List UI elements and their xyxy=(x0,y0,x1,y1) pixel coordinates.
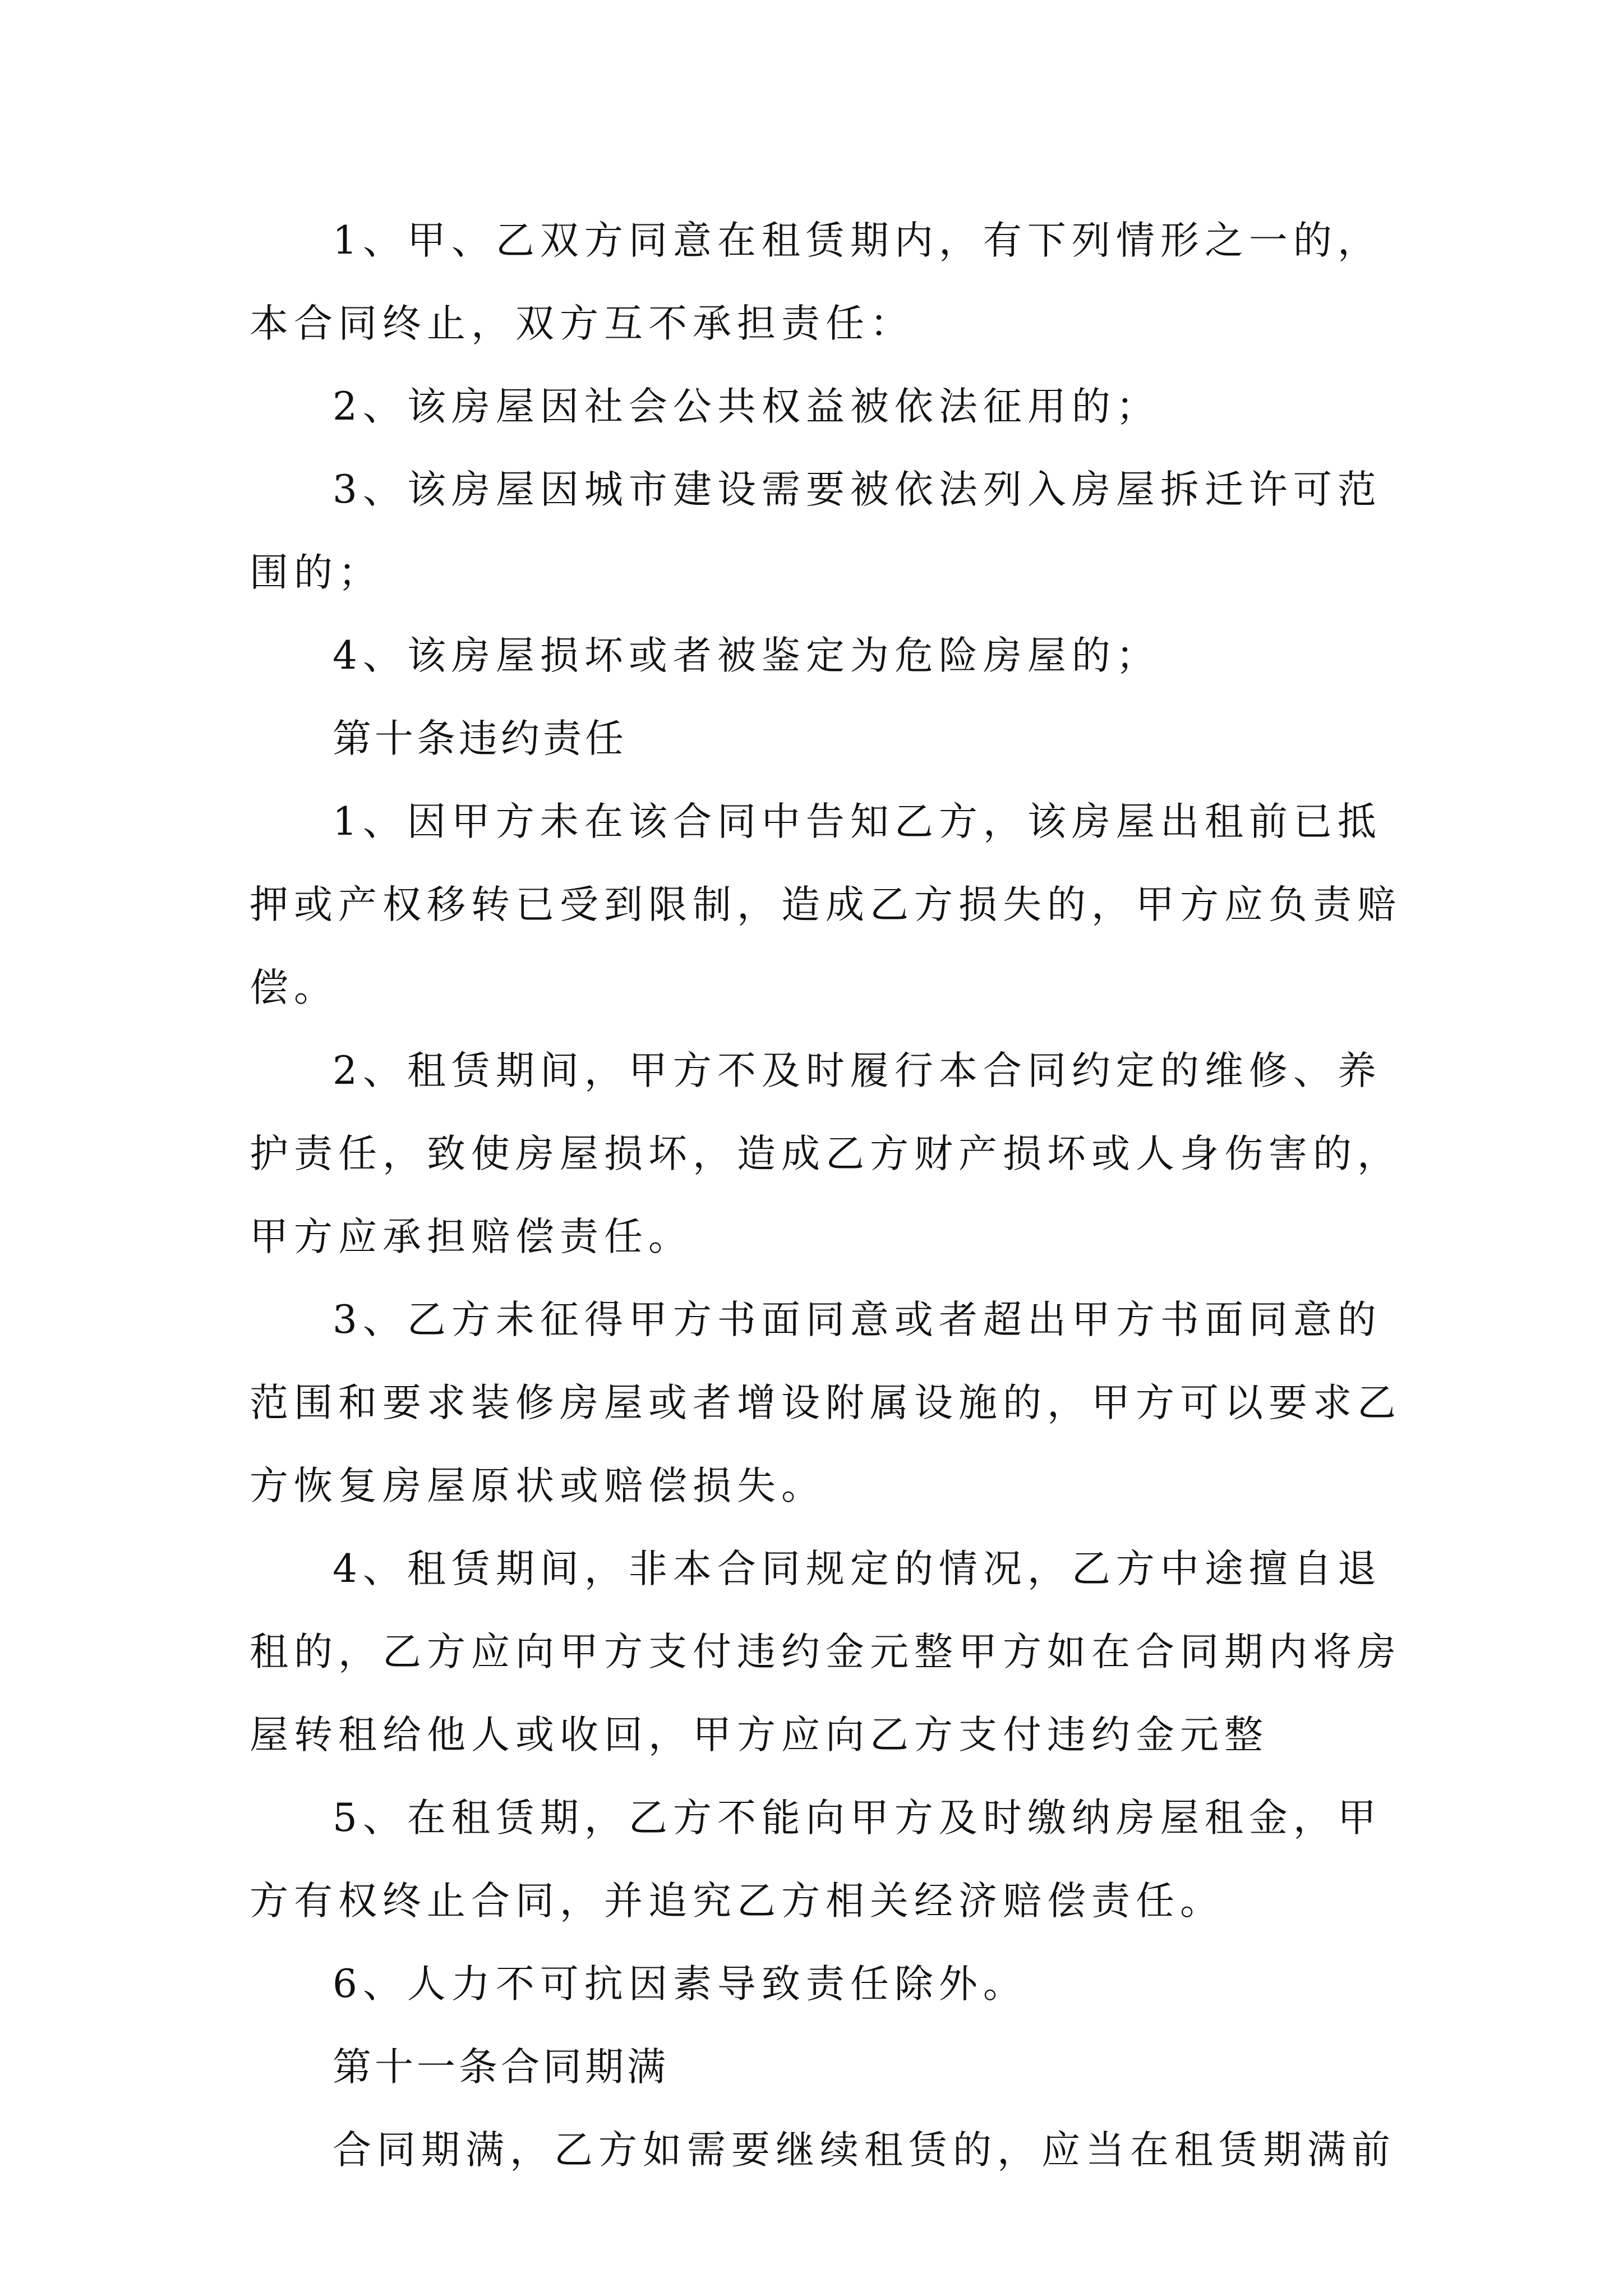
paragraph-clause-9-item-2 xyxy=(250,365,1394,448)
text-line: 3、该房屋因城市建设需要被依法列入房屋拆迁许可范 xyxy=(333,467,1382,512)
paragraph-clause-11-body xyxy=(250,2109,1394,2192)
text-line: 押或产权移转已受到限制，造成乙方损失的，甲方应负责赔 xyxy=(250,882,1401,927)
text-line: 2、租赁期间，甲方不及时履行本合同约定的维修、养 xyxy=(333,1048,1382,1093)
text-line: 屋转租给他人或收回，甲方应向乙方支付违约金元整 xyxy=(250,1713,1269,1757)
text-line: 5、在租赁期，乙方不能向甲方及时缴纳房屋租金，甲 xyxy=(333,1796,1382,1841)
text-line: 租的，乙方应向甲方支付违约金元整甲方如在合同期内将房 xyxy=(250,1630,1401,1674)
text-line: 本合同终止，双方互不承担责任： xyxy=(250,301,914,346)
paragraph-clause-10-item-5 xyxy=(250,1777,1394,1943)
paragraph-clause-10-item-6 xyxy=(250,1943,1394,2026)
paragraph-clause-10-item-2 xyxy=(250,1029,1401,1278)
paragraph-clause-10-item-3 xyxy=(250,1278,1401,1527)
text-line: 1、因甲方未在该合同中告知乙方，该房屋出租前已抵 xyxy=(333,799,1382,844)
text-line: 4、该房屋损坏或者被鉴定为危险房屋的； xyxy=(333,633,1160,678)
text-line: 3、乙方未征得甲方书面同意或者超出甲方书面同意的 xyxy=(333,1297,1382,1342)
text-line: 范围和要求装修房屋或者增设附属设施的，甲方可以要求乙 xyxy=(250,1381,1401,1425)
paragraph-clause-10-item-1 xyxy=(250,780,1401,1029)
text-line: 4、租赁期间，非本合同规定的情况，乙方中途擅自退 xyxy=(333,1547,1382,1591)
text-line: 2、该房屋因社会公共权益被依法征用的； xyxy=(333,384,1160,429)
text-line: 1、甲、乙双方同意在租赁期内，有下列情形之一的， xyxy=(333,218,1382,263)
text-line: 偿。 xyxy=(250,965,338,1010)
text-line: 护责任，致使房屋损坏，造成乙方财产损坏或人身伤害的， xyxy=(250,1131,1401,1176)
paragraph-clause-9-item-1 xyxy=(250,199,1394,365)
section-heading-clause-11 xyxy=(250,2026,1394,2109)
paragraph-clause-9-item-3 xyxy=(250,448,1394,614)
paragraph-clause-10-item-4 xyxy=(250,1527,1401,1777)
text-line: 合同期满，乙方如需要继续租赁的，应当在租赁期满前 xyxy=(333,2128,1396,2173)
section-heading-clause-10 xyxy=(250,697,1394,780)
heading-line: 第十一条合同期满 xyxy=(333,2045,669,2090)
heading-line: 第十条违约责任 xyxy=(333,716,627,761)
text-line: 方恢复房屋原状或赔偿损失。 xyxy=(250,1464,826,1508)
paragraph-clause-9-item-4 xyxy=(250,614,1394,697)
text-line: 6、人力不可抗因素导致责任除外。 xyxy=(333,1962,1027,2007)
text-line: 围的； xyxy=(250,550,382,595)
text-line: 方有权终止合同，并追究乙方相关经济赔偿责任。 xyxy=(250,1879,1224,1924)
document-body xyxy=(250,199,1401,2192)
text-line: 甲方应承担赔偿责任。 xyxy=(250,1214,693,1259)
